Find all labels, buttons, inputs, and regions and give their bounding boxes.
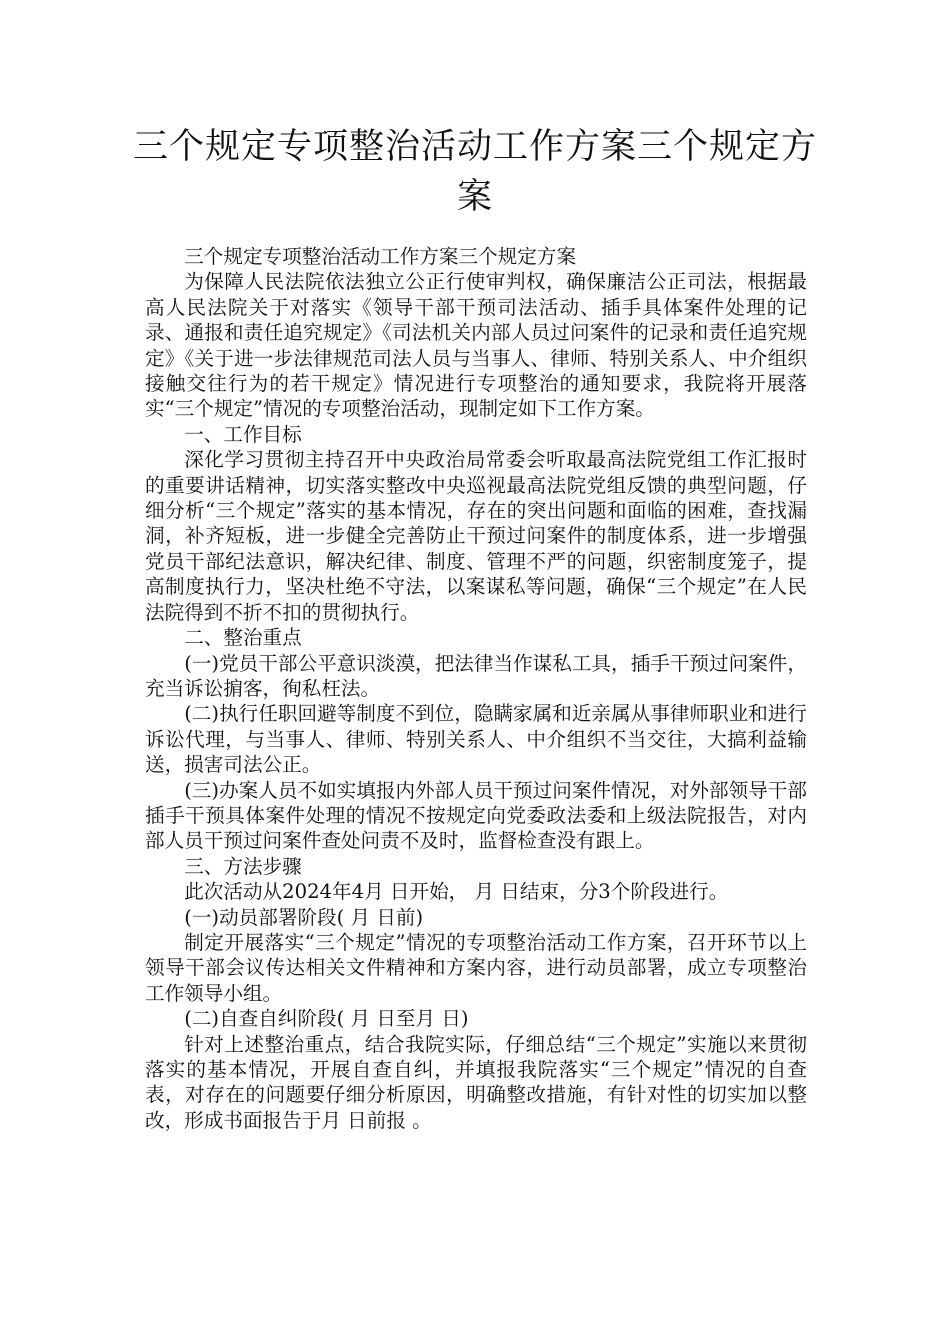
paragraph-self-inspection: 针对上述整治重点，结合我院实际，仔细总结“三个规定”实施以来贯彻落实的基本情况，开展自查自纠，并填报我院落实“三个规定”情况的自查表，对存在的问题要仔细分析原因，明确整改措施，有针对性的切实加以整改，形成书面报告于月 日前报 。 [145, 1032, 807, 1132]
paragraph-steps-overview: 此次活动从2024年4月 日开始， 月 日结束，分3个阶段进行。 [184, 880, 729, 904]
paragraph-focus-3: (三)办案人员不如实填报内外部人员干预过问案件情况，对外部领导干部插手干预具体案件处理的情况不按规定向党委政法委和上级法院报告，对内部人员干预过问案件查处问责不及时，监督检查没有跟上。 [145, 778, 807, 853]
subheading-self-inspection: (二)自查自纠阶段( 月 日至月 日) [184, 1007, 469, 1031]
document-body [145, 244, 807, 1133]
document-title: 三个规定专项整治活动工作方案三个规定方案 [132, 127, 817, 217]
subheading-mobilization: (一)动员部署阶段( 月 日前) [184, 905, 424, 929]
paragraph-intro: 为保障人民法院依法独立公正行使审判权，确保廉洁公正司法，根据最高人民法院关于对落实《领导干部干预司法活动、插手具体案件处理的记录、通报和责任追究规定》《司法机关内部人员过问案件的记录和责任追究规定》《关于进一步法律规范司法人员与当事人、律师、特别关系人、中介组织接触交往行为的若干规定》情况进行专项整治的通知要求，我院将开展落实“三个规定”情况的专项整治活动，现制定如下工作方案。 [145, 270, 807, 421]
paragraph-subtitle: 三个规定专项整治活动工作方案三个规定方案 [184, 245, 577, 268]
paragraph-goals: 深化学习贯彻主持召开中央政治局常委会听取最高法院党组工作汇报时的重要讲话精神，切实落实整改中央巡视最高法院党组反馈的典型问题，仔细分析“三个规定”落实的基本情况，存在的突出问题和面临的困难，查找漏洞，补齐短板，进一步健全完善防止干预过问案件的制度体系，进一步增强党员干部纪法意识，解决纪律、制度、管理不严的问题，织密制度笼子，提高制度执行力，坚决杜绝不守法，以案谋私等问题，确保“三个规定”在人民法院得到不折不扣的贯彻执行。 [145, 448, 807, 624]
section-heading-focus: 二、整治重点 [184, 626, 302, 650]
section-heading-goals: 一、工作目标 [184, 422, 302, 446]
paragraph-focus-1: (一)党员干部公平意识淡漠，把法律当作谋私工具，插手干预过问案件，充当诉讼掮客，徇私枉法。 [145, 651, 807, 700]
paragraph-focus-2: (二)执行任职回避等制度不到位，隐瞒家属和近亲属从事律师职业和进行诉讼代理，与当事人、律师、特别关系人、中介组织不当交往，大搞利益输送，损害司法公正。 [145, 702, 807, 777]
section-heading-steps: 三、方法步骤 [184, 854, 302, 878]
paragraph-mobilization: 制定开展落实“三个规定”情况的专项整治活动工作方案，召开环节以上领导干部会议传达相关文件精神和方案内容，进行动员部署，成立专项整治工作领导小组。 [145, 930, 807, 1005]
